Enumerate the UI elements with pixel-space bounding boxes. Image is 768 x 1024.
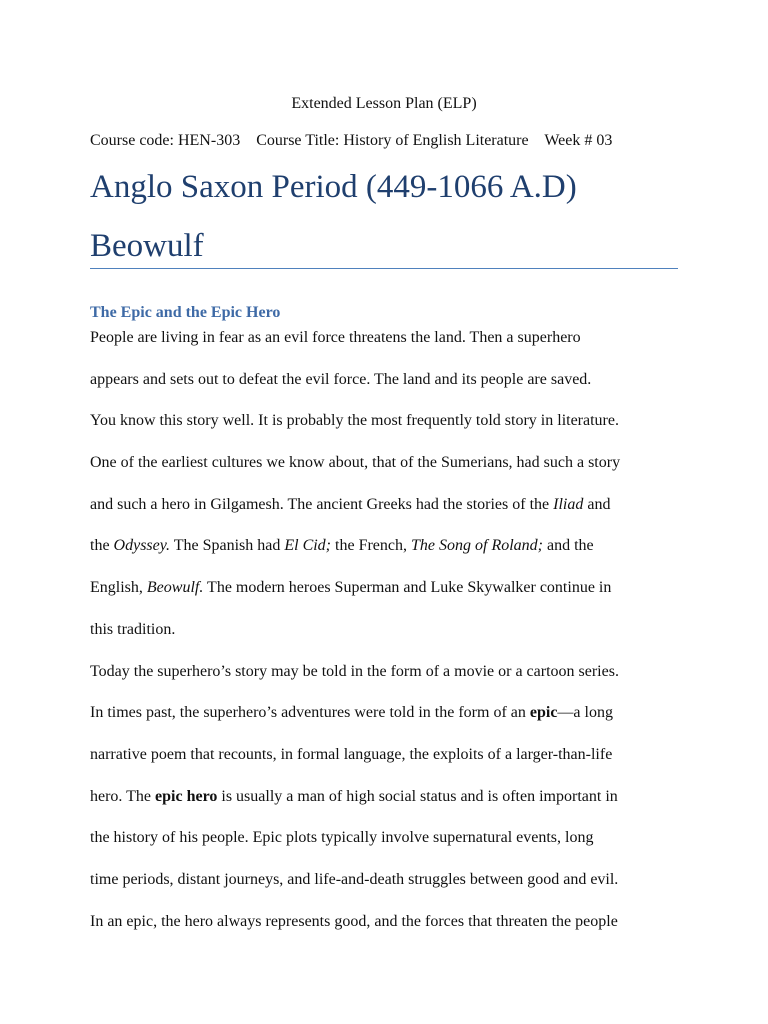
text-run: hero. The	[90, 787, 156, 805]
text-run: and the	[543, 537, 594, 555]
title-divider	[90, 268, 678, 269]
text-line: narrative poem that recounts, in formal language, the exploits of a larger-than-life	[90, 745, 613, 763]
text-run: The Spanish had	[169, 537, 285, 555]
text-run: the French,	[331, 537, 411, 555]
text-line	[90, 534, 680, 576]
text-run: —a long	[557, 704, 613, 722]
work-title-el-cid: El Cid;	[284, 537, 332, 555]
plan-label: Extended Lesson Plan (ELP)	[291, 95, 477, 112]
text-run: English,	[90, 579, 147, 597]
course-title: Course Title: History of English Literature	[256, 132, 529, 149]
page-title: Anglo Saxon Period (449-1066 A.D)	[90, 169, 577, 205]
text-run: and such a hero in Gilgamesh. The ancient Greeks had the stories of the	[90, 495, 554, 513]
text-line: Today the superhero’s story may be told in the form of a movie or a cartoon series.	[90, 662, 619, 680]
text-line: People are living in fear as an evil force threatens the land. Then a superhero	[90, 329, 581, 346]
text-line: appears and sets out to defeat the evil force. The land and its people are saved.	[90, 370, 592, 388]
text-run: In times past, the superhero’s adventures were told in the form of an	[90, 704, 530, 722]
text-line	[90, 701, 680, 743]
text-line: In an epic, the hero always represents good, and the forces that threaten the people	[90, 912, 618, 930]
text-line: the history of his people. Epic plots typically involve supernatural events, long	[90, 829, 594, 847]
term-epic: epic	[529, 704, 558, 722]
term-epic-hero: epic hero	[155, 787, 218, 805]
section-heading: The Epic and the Epic Hero	[90, 304, 281, 321]
text-line: One of the earliest cultures we know about, that of the Sumerians, had such a story	[90, 454, 621, 472]
work-title-song-of-roland: The Song of Roland;	[411, 537, 543, 555]
text-run: and	[583, 495, 611, 513]
week-number: Week # 03	[544, 132, 613, 149]
text-run: is usually a man of high social status and is often important in	[217, 787, 618, 805]
text-line: this tradition.	[90, 620, 176, 638]
work-title-beowulf: Beowulf.	[146, 579, 204, 597]
text-line	[90, 785, 680, 827]
text-run: the	[90, 537, 114, 555]
text-line: You know this story well. It is probably the most frequently told story in literature.	[90, 412, 619, 430]
work-title-odyssey: Odyssey.	[113, 537, 170, 555]
work-title-iliad: Iliad	[553, 495, 584, 513]
text-run: The modern heroes Superman and Luke Skywalker continue in	[203, 579, 612, 597]
body-text	[90, 326, 680, 951]
text-line	[90, 576, 680, 618]
course-code: Course code: HEN-303	[90, 132, 241, 149]
text-line	[90, 493, 680, 535]
text-line: time periods, distant journeys, and life-and-death struggles between good and evil.	[90, 870, 619, 888]
page-subtitle: Beowulf	[90, 228, 204, 264]
course-info-line	[90, 130, 612, 152]
